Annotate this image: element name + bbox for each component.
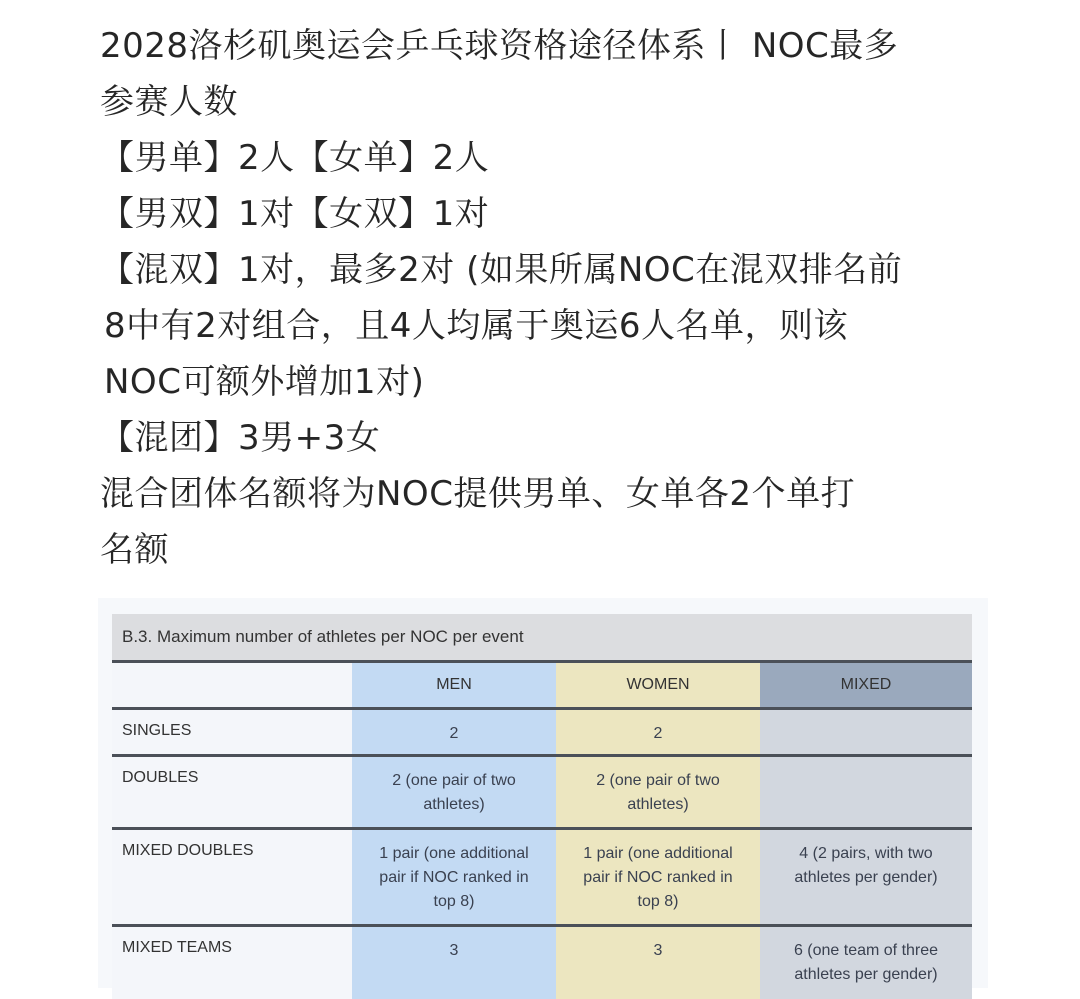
men-value: 2 (one pair of two athletes) bbox=[352, 756, 556, 829]
women-value: 1 pair (one additional pair if NOC ranked in top 8) bbox=[556, 829, 760, 926]
post-text bbox=[100, 18, 1000, 578]
men-value: 1 pair (one additional pair if NOC ranked in top 8) bbox=[352, 829, 556, 926]
header-women: WOMEN bbox=[556, 662, 760, 709]
post-title-line-1: 2028洛杉矶奥运会乒乓球资格途径体系丨 NOC最多 bbox=[100, 18, 1000, 74]
header-men: MEN bbox=[352, 662, 556, 709]
athletes-per-noc-table bbox=[112, 614, 972, 999]
men-value: 3 bbox=[352, 926, 556, 999]
doubles-quota-line: 【男双】1对【女双】1对 bbox=[100, 186, 1000, 242]
table-row bbox=[112, 709, 972, 756]
men-value: 2 bbox=[352, 709, 556, 756]
mixed-value bbox=[760, 709, 972, 756]
mixed-doubles-note-line-1: 8中有2对组合，且4人均属于奥运6人名单，则该 bbox=[100, 298, 1000, 354]
mixed-doubles-note-line-2: NOC可额外增加1对) bbox=[100, 354, 1000, 410]
event-label: MIXED DOUBLES bbox=[112, 829, 352, 926]
singles-quota-line: 【男单】2人【女单】2人 bbox=[100, 130, 1000, 186]
women-value: 2 bbox=[556, 709, 760, 756]
header-blank bbox=[112, 662, 352, 709]
mixed-doubles-quota-line: 【混双】1对，最多2对 (如果所属NOC在混双排名前 bbox=[100, 242, 1000, 298]
post-title-line-2: 参赛人数 bbox=[100, 74, 1000, 130]
mixed-value bbox=[760, 756, 972, 829]
table-row bbox=[112, 829, 972, 926]
table-row bbox=[112, 926, 972, 999]
mixed-value: 4 (2 pairs, with two athletes per gender) bbox=[760, 829, 972, 926]
women-value: 2 (one pair of two athletes) bbox=[556, 756, 760, 829]
women-value: 3 bbox=[556, 926, 760, 999]
mixed-value: 6 (one team of three athletes per gender) bbox=[760, 926, 972, 999]
table-title: B.3. Maximum number of athletes per NOC per event bbox=[112, 614, 972, 662]
event-label: SINGLES bbox=[112, 709, 352, 756]
event-label: DOUBLES bbox=[112, 756, 352, 829]
event-label: MIXED TEAMS bbox=[112, 926, 352, 999]
header-mixed: MIXED bbox=[760, 662, 972, 709]
mixed-team-quota-line: 【混团】3男+3女 bbox=[100, 410, 1000, 466]
mixed-team-note-line-1: 混合团体名额将为NOC提供男单、女单各2个单打 bbox=[100, 466, 1000, 522]
mixed-team-note-line-2: 名额 bbox=[100, 522, 1000, 578]
table-row bbox=[112, 756, 972, 829]
